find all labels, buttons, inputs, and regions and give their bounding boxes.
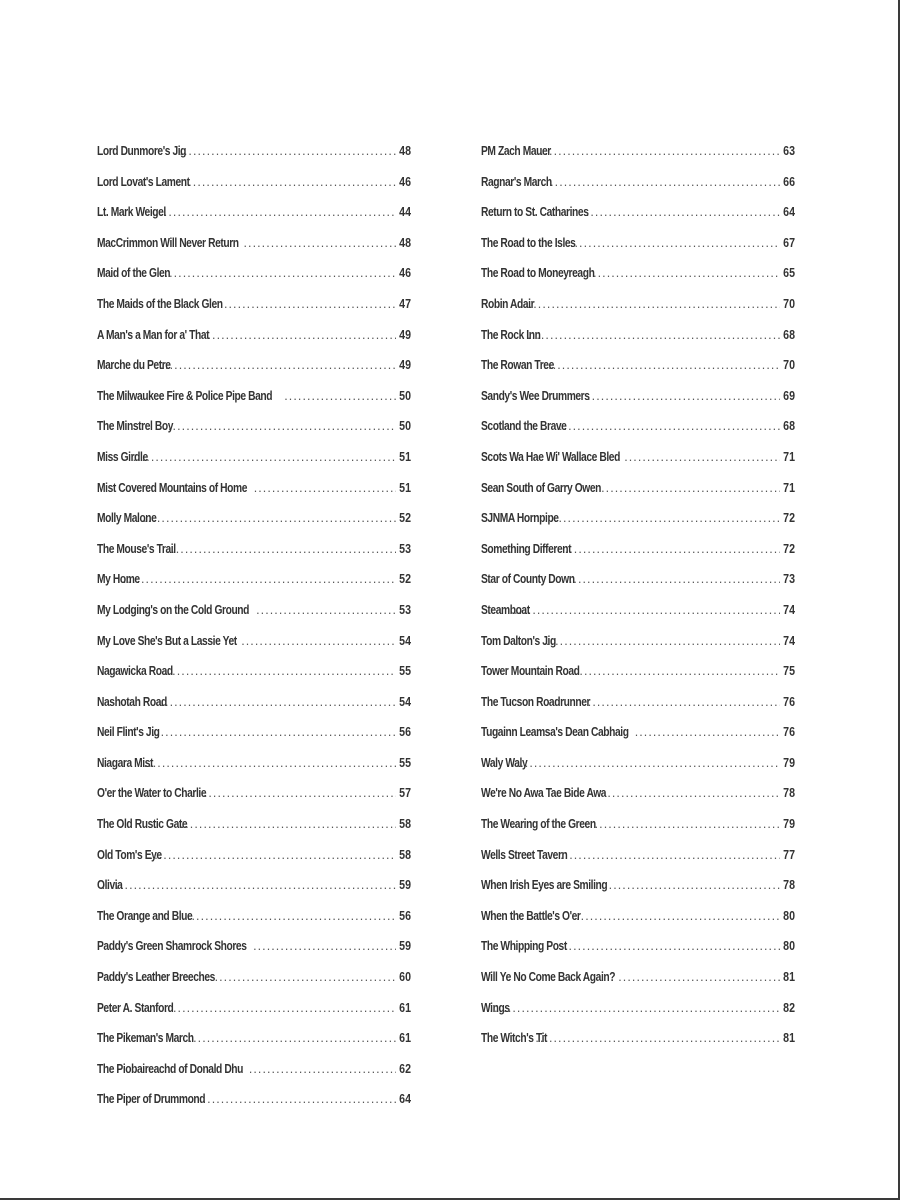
index-entry [97, 537, 411, 568]
dot-leader [546, 629, 780, 653]
index-entry [97, 659, 411, 690]
entry-page-number: 46 [399, 266, 411, 281]
index-entry [481, 567, 795, 598]
entry-title: PM Zach Mauer [481, 144, 551, 158]
index-entry [481, 751, 795, 782]
entry-title: My Lodging's on the Cold Ground [97, 602, 250, 617]
entry-page-number: 68 [783, 419, 795, 434]
dot-leader [147, 720, 396, 744]
entry-page-number: 63 [783, 144, 795, 158]
entry-page-number: 54 [399, 633, 411, 648]
entry-page-number: 80 [783, 939, 795, 954]
entry-page-number: 68 [783, 327, 795, 342]
index-entry [481, 629, 795, 660]
dot-leader [490, 996, 780, 1020]
entry-title: The Road to Moneyreagh [481, 266, 595, 281]
dot-leader [163, 659, 396, 683]
index-entry [481, 843, 795, 874]
entry-title: My Love She's But a Lassie Yet [97, 633, 237, 648]
dot-leader [565, 537, 780, 561]
entry-page-number: 72 [783, 541, 795, 556]
dot-leader [514, 598, 780, 622]
entry-page-number: 53 [399, 602, 411, 617]
entry-title: O'er the Water to Charlie [97, 786, 207, 801]
index-entry [97, 170, 411, 201]
dot-leader [624, 445, 780, 469]
entry-title: Olivia [97, 878, 123, 893]
index-entry [97, 720, 411, 751]
entry-title: When Irish Eyes are Smiling [481, 878, 608, 893]
entry-page-number: 51 [399, 449, 411, 464]
index-entry [97, 934, 411, 965]
entry-title: Wells Street Tavern [481, 847, 568, 862]
entry-title: Lord Dunmore's Jig [97, 144, 187, 158]
entry-page-number: 50 [399, 388, 411, 403]
index-entry [97, 751, 411, 782]
dot-leader [511, 751, 780, 775]
index-entry [97, 1087, 411, 1118]
dot-leader [187, 904, 396, 928]
index-entry [481, 231, 795, 262]
dot-leader [155, 200, 396, 224]
dot-leader [520, 292, 780, 316]
entry-title: The Rock Inn [481, 327, 541, 342]
entry-title: The Wearing of the Green [481, 817, 596, 832]
index-entry [97, 598, 411, 629]
entry-title: The Rowan Tree [481, 358, 554, 373]
dot-leader [163, 414, 396, 438]
entry-title: Miss Girdle [97, 449, 148, 464]
entry-page-number: 58 [399, 817, 411, 832]
entry-title: Waly Waly [481, 755, 528, 770]
entry-page-number: 71 [783, 449, 795, 464]
entry-title: The Piper of Drummond [97, 1092, 206, 1107]
dot-leader [139, 751, 396, 775]
entry-page-number: 82 [783, 1000, 795, 1015]
dot-leader [156, 690, 396, 714]
index-entry [481, 353, 795, 384]
entry-page-number: 55 [399, 755, 411, 770]
dot-leader [576, 904, 780, 928]
dot-leader [570, 231, 780, 255]
dot-leader [102, 873, 396, 897]
dot-leader [601, 476, 780, 500]
index-entry [97, 690, 411, 721]
dot-leader [541, 170, 780, 194]
index-entry [481, 996, 795, 1027]
entry-title: The Minstrel Boy [97, 419, 174, 434]
entry-page-number: 61 [399, 1031, 411, 1046]
entry-title: Will Ye No Come Back Again? [481, 970, 616, 985]
entry-title: Something Different [481, 541, 572, 556]
entry-title: Robin Adair [481, 296, 535, 311]
index-entry [481, 445, 795, 476]
dot-leader [254, 476, 396, 500]
dot-leader [181, 812, 396, 836]
entry-title: Mist Covered Mountains of Home [97, 480, 248, 495]
entry-title: The Witch's Tit [481, 1031, 548, 1046]
dot-leader [143, 506, 396, 530]
entry-title: The Piobaireachd of Donald Dhu [97, 1061, 244, 1076]
entry-page-number: 81 [783, 970, 795, 985]
dot-leader [133, 445, 396, 469]
dot-leader [618, 965, 780, 989]
index-entry [481, 1026, 795, 1057]
dot-leader [249, 1057, 396, 1081]
index-entry [481, 904, 795, 935]
dot-leader [204, 781, 396, 805]
index-entry [481, 537, 795, 568]
entry-page-number: 51 [399, 480, 411, 495]
index-entry [97, 231, 411, 262]
entry-page-number: 77 [783, 847, 795, 862]
entry-page-number: 81 [783, 1031, 795, 1046]
entry-title: Lord Lovat's Lament [97, 174, 190, 189]
entry-title: A Man's a Man for a' That [97, 327, 210, 342]
dot-leader [203, 1087, 396, 1111]
entry-title: The Old Rustic Gate [97, 817, 188, 832]
dot-leader [161, 353, 396, 377]
dot-leader [549, 506, 780, 530]
entry-page-number: 54 [399, 694, 411, 709]
dot-leader [123, 567, 396, 591]
dot-leader [284, 384, 396, 408]
dot-leader [586, 200, 780, 224]
dot-leader [208, 323, 397, 347]
entry-page-number: 52 [399, 572, 411, 587]
entry-title: Tom Dalton's Jig [481, 633, 556, 648]
index-entry [481, 873, 795, 904]
index-entry [97, 996, 411, 1027]
entry-page-number: 56 [399, 725, 411, 740]
index-entry [481, 781, 795, 812]
entry-page-number: 76 [783, 725, 795, 740]
entry-title: Sean South of Garry Owen [481, 480, 602, 495]
entry-page-number: 55 [399, 664, 411, 679]
entry-page-number: 67 [783, 235, 795, 250]
index-entry [97, 843, 411, 874]
entry-page-number: 74 [783, 602, 795, 617]
entry-title: Scots Wa Hae Wi' Wallace Bled [481, 449, 620, 464]
dot-leader [607, 781, 780, 805]
entry-page-number: 49 [399, 358, 411, 373]
entry-title: Old Tom's Eye [97, 847, 162, 862]
entry-page-number: 59 [399, 878, 411, 893]
dot-leader [224, 292, 396, 316]
index-entry [481, 506, 795, 537]
entry-page-number: 70 [783, 296, 795, 311]
entry-title: Wings [481, 1000, 510, 1015]
entry-page-number: 48 [399, 235, 411, 250]
dot-leader [179, 139, 396, 163]
dot-leader [243, 231, 396, 255]
entry-page-number: 56 [399, 908, 411, 923]
entry-page-number: 79 [783, 755, 795, 770]
dot-leader [575, 659, 780, 683]
index-entry [481, 690, 795, 721]
entry-page-number: 52 [399, 511, 411, 526]
entry-page-number: 73 [783, 572, 795, 587]
dot-leader [540, 139, 780, 163]
dot-leader [595, 812, 780, 836]
entry-page-number: 53 [399, 541, 411, 556]
entry-page-number: 78 [783, 786, 795, 801]
entry-title: My Home [97, 572, 140, 587]
entry-title: The Whipping Post [481, 939, 567, 954]
entry-page-number: 47 [399, 296, 411, 311]
dot-leader [544, 353, 780, 377]
index-entry [97, 200, 411, 231]
entry-page-number: 48 [399, 144, 411, 158]
index-entry [481, 598, 795, 629]
index-entry [481, 965, 795, 996]
index-entry [97, 292, 411, 323]
dot-leader [256, 598, 396, 622]
entry-title: The Pikeman's March [97, 1031, 194, 1046]
entry-page-number: 75 [783, 664, 795, 679]
index-entry [97, 384, 411, 415]
entry-title: Paddy's Green Shamrock Shores [97, 939, 247, 954]
entry-page-number: 61 [399, 1000, 411, 1015]
entry-page-number: 66 [783, 174, 795, 189]
entry-page-number: 46 [399, 174, 411, 189]
entry-title: Peter A. Stanford [97, 1000, 174, 1015]
index-entry [97, 476, 411, 507]
index-entry [97, 965, 411, 996]
entry-page-number: 62 [399, 1061, 411, 1076]
index-entry [481, 934, 795, 965]
index-entry [97, 812, 411, 843]
index-entry [481, 659, 795, 690]
index-column-left [97, 139, 411, 1118]
entry-title: Nagawicka Road [97, 664, 173, 679]
dot-leader [527, 323, 780, 347]
entry-page-number: 64 [399, 1092, 411, 1107]
entry-title: Molly Malone [97, 511, 157, 526]
entry-title: Paddy's Leather Breeches [97, 970, 215, 985]
entry-page-number: 58 [399, 847, 411, 862]
entry-page-number: 70 [783, 358, 795, 373]
entry-page-number: 59 [399, 939, 411, 954]
entry-page-number: 71 [783, 480, 795, 495]
index-entry [481, 812, 795, 843]
dot-leader [215, 965, 396, 989]
dot-leader [160, 261, 396, 285]
index-entry [97, 414, 411, 445]
index-entry [97, 781, 411, 812]
entry-title: Ragnar's March [481, 174, 552, 189]
entry-title: Neil Flint's Jig [97, 725, 160, 740]
index-entry [97, 261, 411, 292]
entry-title: SJNMA Hornpipe [481, 511, 559, 526]
index-entry [97, 1026, 411, 1057]
index-entry [97, 323, 411, 354]
entry-page-number: 57 [399, 786, 411, 801]
index-entry [481, 261, 795, 292]
entry-title: The Milwaukee Fire & Police Pipe Band [97, 388, 273, 403]
dot-leader [559, 414, 780, 438]
entry-title: Sandy's Wee Drummers [481, 388, 590, 403]
entry-page-number: 74 [783, 633, 795, 648]
index-entry [97, 904, 411, 935]
entry-title: Return to St. Catharines [481, 205, 589, 220]
entry-page-number: 78 [783, 878, 795, 893]
dot-leader [253, 934, 396, 958]
entry-title: Tugainn Leamsa's Dean Cabhaig [481, 725, 629, 740]
index-entry [481, 414, 795, 445]
dot-leader [164, 996, 396, 1020]
index-entry [481, 384, 795, 415]
entry-title: Nashotah Road [97, 694, 167, 709]
dot-leader [559, 934, 780, 958]
entry-page-number: 60 [399, 970, 411, 985]
dot-leader [184, 170, 396, 194]
entry-title: The Road to the Isles [481, 235, 576, 250]
dot-leader [569, 567, 780, 591]
entry-title: When the Battle's O'er [481, 908, 581, 923]
index-entry [481, 139, 795, 170]
entry-page-number: 44 [399, 205, 411, 220]
entry-page-number: 64 [783, 205, 795, 220]
index-entry [481, 200, 795, 231]
entry-title: Tower Mountain Road [481, 664, 580, 679]
index-entry [481, 323, 795, 354]
entry-page-number: 49 [399, 327, 411, 342]
index-entry [97, 873, 411, 904]
entry-title: MacCrimmon Will Never Return [97, 235, 239, 250]
entry-title: Star of County Down [481, 572, 575, 587]
dot-leader [150, 843, 396, 867]
entry-title: Marche du Petre [97, 358, 171, 373]
dot-leader [167, 537, 396, 561]
index-entry [481, 720, 795, 751]
entry-title: Steamboat [481, 602, 530, 617]
entry-title: The Tucson Roadrunner [481, 694, 591, 709]
dot-leader [593, 261, 780, 285]
entry-title: Maid of the Glen [97, 266, 171, 281]
dot-leader [635, 720, 780, 744]
index-entry [97, 353, 411, 384]
entry-page-number: 79 [783, 817, 795, 832]
dot-leader [535, 1026, 780, 1050]
dot-leader [560, 843, 780, 867]
entry-page-number: 80 [783, 908, 795, 923]
index-entry [481, 476, 795, 507]
index-column-right [481, 139, 795, 1057]
index-entry [481, 292, 795, 323]
index-entry [481, 170, 795, 201]
entry-title: We're No Awa Tae Bide Awa [481, 786, 607, 801]
entry-page-number: 72 [783, 511, 795, 526]
entry-title: Niagara Mist [97, 755, 154, 770]
index-entry [97, 567, 411, 598]
entry-page-number: 69 [783, 388, 795, 403]
index-entry [97, 1057, 411, 1088]
index-entry [97, 445, 411, 476]
entry-title: The Maids of the Black Glen [97, 296, 223, 311]
entry-title: The Mouse's Trail [97, 541, 176, 556]
entry-page-number: 76 [783, 694, 795, 709]
dot-leader [609, 873, 780, 897]
dot-leader [587, 384, 780, 408]
index-entry [97, 629, 411, 660]
index-entry [97, 139, 411, 170]
entry-page-number: 50 [399, 419, 411, 434]
entry-title: Scotland the Brave [481, 419, 567, 434]
index-entry [97, 506, 411, 537]
entry-page-number: 65 [783, 266, 795, 281]
dot-leader [588, 690, 780, 714]
entry-title: The Orange and Blue [97, 908, 193, 923]
dot-leader [241, 629, 396, 653]
dot-leader [189, 1026, 396, 1050]
entry-title: Lt. Mark Weigel [97, 205, 166, 220]
